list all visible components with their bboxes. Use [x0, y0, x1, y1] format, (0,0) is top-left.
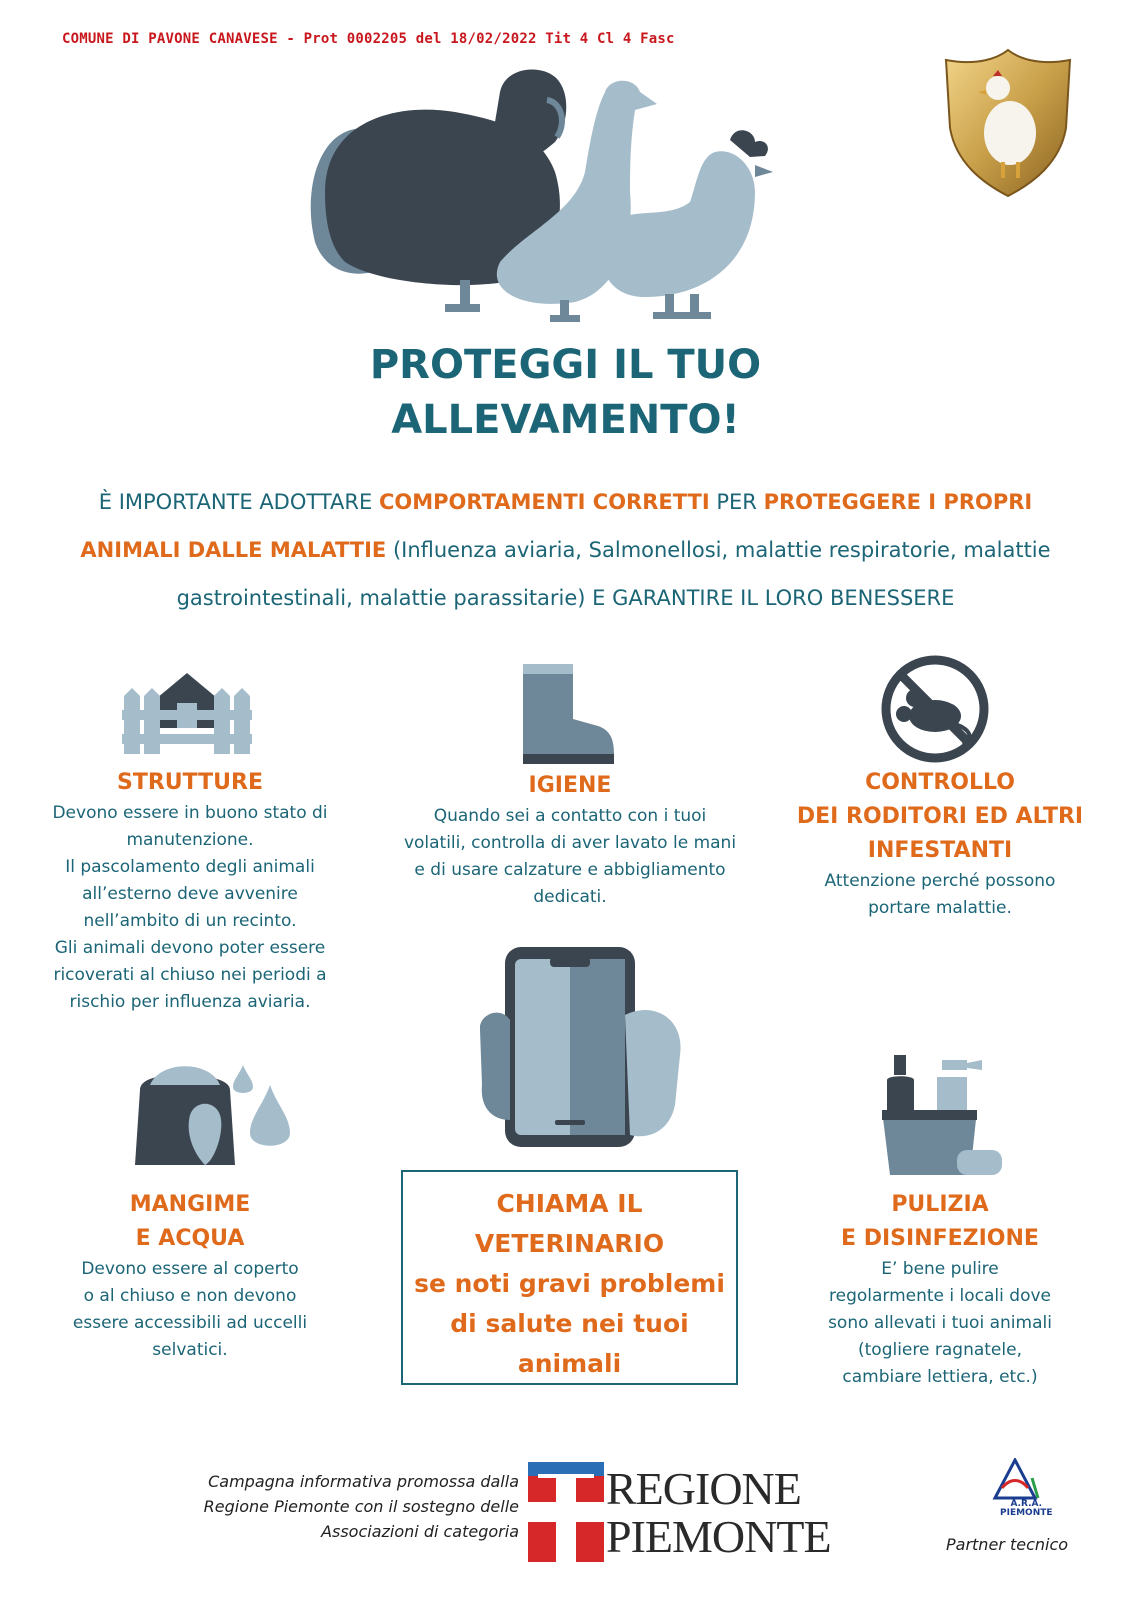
pulizia-line: E’ bene pulire	[881, 1259, 999, 1279]
vet-line: se noti gravi problemi	[414, 1269, 725, 1298]
region-line-1: REGIONE	[606, 1463, 801, 1514]
roditori-line: Attenzione perché possono	[824, 871, 1056, 891]
campaign-line: Associazioni di categoria	[321, 1522, 519, 1541]
intro-highlight-1: COMPORTAMENTI CORRETTI	[378, 490, 710, 514]
intro-text-1: È IMPORTANTE ADOTTARE	[98, 490, 379, 514]
pulizia-title-line: E DISINFEZIONE	[841, 1226, 1039, 1251]
igiene-line: dedicati.	[533, 887, 607, 907]
pulizia-title-line: PULIZIA	[891, 1192, 989, 1217]
ara-line-2: PIEMONTE	[1000, 1508, 1053, 1518]
igiene-line: e di usare calzature e abbigliamento	[414, 860, 726, 880]
boot-icon	[518, 664, 618, 764]
partner-label: Partner tecnico	[946, 1535, 1069, 1554]
veterinarian-callout	[401, 1170, 738, 1385]
strutture-line: ricoverati al chiuso nei periodi a	[53, 965, 327, 985]
section-strutture	[30, 766, 350, 1016]
mangime-body	[30, 1256, 350, 1364]
intro-text-2: PER	[709, 490, 764, 514]
strutture-body	[30, 800, 350, 1016]
ara-piemonte-logo	[990, 1458, 1040, 1500]
roditori-title-line: CONTROLLO	[865, 770, 1015, 795]
strutture-title: STRUTTURE	[116, 770, 263, 795]
roditori-line: portare malattie.	[868, 898, 1012, 918]
ara-label	[1000, 1500, 1053, 1518]
intro-paragraph	[50, 478, 1081, 622]
mangime-line: selvatici.	[152, 1340, 228, 1360]
pulizia-line: regolarmente i locali dove	[829, 1286, 1051, 1306]
pulizia-line: sono allevati i tuoi animali	[828, 1313, 1052, 1333]
campaign-line: Regione Piemonte con il sostegno delle	[203, 1497, 519, 1516]
strutture-line: Il pascolamento degli animali	[65, 857, 315, 877]
roditori-body	[790, 868, 1090, 922]
campaign-credit	[204, 1469, 519, 1544]
feed-sack-water-icon	[135, 1055, 295, 1170]
mangime-line: essere accessibili ad uccelli	[72, 1313, 308, 1333]
section-mangime	[30, 1188, 350, 1364]
strutture-line: nell’ambito di un recinto.	[83, 911, 297, 931]
pulizia-line: (togliere ragnatele,	[858, 1340, 1022, 1360]
smartphone-hand-icon	[480, 945, 690, 1150]
regione-piemonte-flag-logo	[528, 1462, 604, 1562]
intro-text-3: (Influenza aviaria, Salmonellosi, malattie respiratorie, malattie gastrointestinali, malattie parassitarie) E GARANTIRE IL LORO BENESSERE	[176, 538, 1051, 610]
mangime-line: Devono essere al coperto	[81, 1259, 299, 1279]
mangime-title-line: MANGIME	[129, 1192, 251, 1217]
no-rodents-icon	[880, 654, 990, 764]
section-pulizia	[790, 1188, 1090, 1391]
intro-highlight-2: PROTEGGERE I PROPRI ANIMALI DALLE MALATTIE	[80, 490, 1033, 562]
strutture-line: rischio per influenza aviaria.	[69, 992, 311, 1012]
henhouse-fence-icon	[122, 668, 252, 758]
pulizia-body	[790, 1256, 1090, 1391]
roditori-title-line: INFESTANTI	[867, 838, 1013, 863]
igiene-body	[370, 803, 770, 911]
igiene-line: Quando sei a contatto con i tuoi	[433, 806, 707, 826]
vet-line: VETERINARIO	[474, 1229, 665, 1258]
ara-line-1: A.R.A.	[1010, 1499, 1043, 1509]
igiene-title: IGIENE	[528, 773, 612, 798]
title-line-1: PROTEGGI IL TUO	[369, 342, 762, 388]
vet-line: CHIAMA IL	[496, 1189, 643, 1218]
vet-line: animali	[517, 1349, 622, 1378]
title-line-2: ALLEVAMENTO!	[391, 397, 740, 443]
strutture-line: all’esterno deve avvenire	[82, 884, 298, 904]
campaign-line: Campagna informativa promossa dalla	[208, 1472, 519, 1491]
mangime-line: o al chiuso e non devono	[83, 1286, 297, 1306]
section-roditori	[790, 766, 1090, 922]
section-igiene	[370, 769, 770, 911]
igiene-line: volatili, controlla di aver lavato le mani	[403, 833, 737, 853]
regione-piemonte-wordmark	[606, 1465, 831, 1561]
page-title	[0, 338, 1131, 448]
birds-illustration	[285, 62, 785, 332]
protocol-stamp: COMUNE DI PAVONE CANAVESE - Prot 0002205 del 18/02/2022 Tit 4 Cl 4 Fasc	[62, 31, 675, 47]
pulizia-line: cambiare lettiera, etc.)	[842, 1367, 1038, 1387]
roditori-title-line: DEI RODITORI ED ALTRI	[796, 804, 1084, 829]
region-line-2: PIEMONTE	[606, 1511, 831, 1562]
strutture-line: Gli animali devono poter essere	[54, 938, 326, 958]
mangime-title-line: E ACQUA	[135, 1226, 245, 1251]
strutture-line: Devono essere in buono stato di	[52, 803, 328, 823]
shield-hen-logo	[938, 48, 1078, 198]
strutture-line: manutenzione.	[126, 830, 254, 850]
vet-line: di salute nei tuoi	[450, 1309, 689, 1338]
cleaning-supplies-icon	[882, 1055, 1002, 1175]
